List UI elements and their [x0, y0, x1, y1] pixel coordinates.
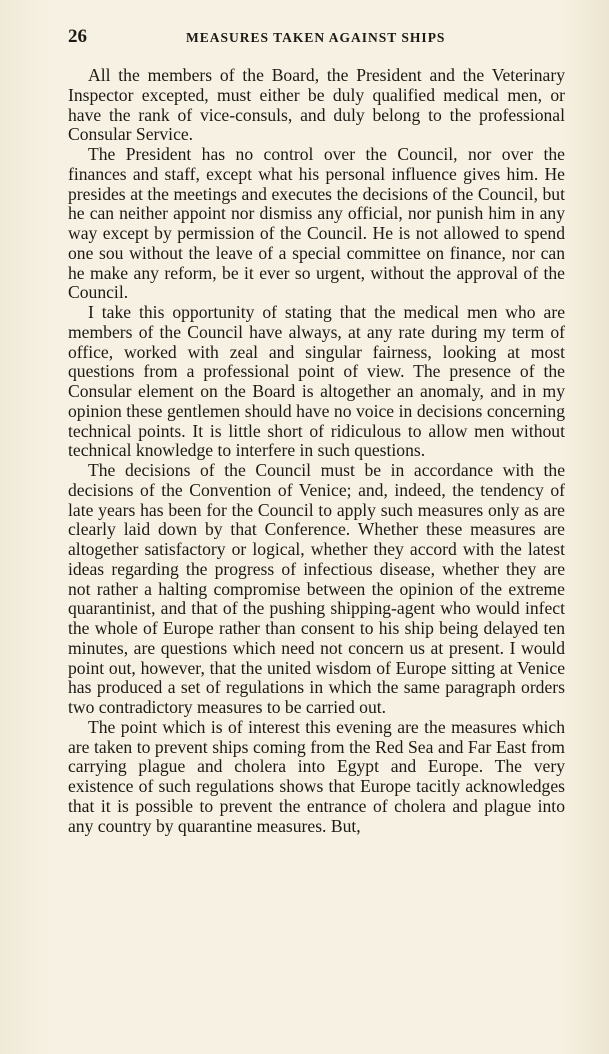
running-head [68, 26, 565, 50]
paragraph-measures-ships: The point which is of interest this evening are the measures which are taken to prevent ships coming from the Red Sea and Far East from carrying plague and cholera into Egypt and Europe. The very existence of such regulations shows that Europe tacitly acknowledges that it is possible to prevent the entrance of cholera and plague into any country by quarantine measures. But, [68, 716, 565, 836]
paragraph-president-control: The President has no control over the Council, nor over the finances and staff, except what his personal influence gives him. He presides at the meetings and executes the decisions of the Council, but he can neither appoint nor dismiss any official, nor punish him in any way except by permission of the Council. He is not allowed to spend one sou without the leave of a special committee on finance, nor can he make any reform, be it ever so urgent, without the approval of the Council. [68, 144, 565, 303]
body-text [68, 66, 565, 836]
running-title: MEASURES TAKEN AGAINST SHIPS [186, 30, 446, 45]
paragraph-medical-men: I take this opportunity of stating that the medical men who are members of the Council have always, at any rate during my term of office, worked with zeal and singular fairness, looking at most questions from a professional point of view. The presence of the Consular element on the Board is altogether an anomaly, and in my opinion these gentlemen should have no voice in decisions concerning technical points. It is little short of ridiculous to allow men without technical knowledge to interfere in such questions. [68, 302, 565, 461]
paragraph-convention-venice: The decisions of the Council must be in accordance with the decisions of the Convention of Venice; and, indeed, the tendency of late years has been for the Council to apply such measures only as are clearly laid down by that Conference. Whether these measures are altogether satisfactory or logical, whether they accord with the latest ideas regarding the progress of infectious disease, whether they are not rather a halting compromise between the opinion of the extreme quarantinist, and that of the pushing shipping-agent who would infect the whole of Europe rather than consent to his ship being delayed ten minutes, are questions which need not concern us at present. I would point out, however, that the united wisdom of Europe sitting at Venice has produced a set of regulations in which the same paragraph orders two contradictory measures to be carried out. [68, 460, 565, 717]
paragraph-board-members: All the members of the Board, the President and the Veterinary Inspector excepted, must either be duly qualified medical men, or have the rank of vice-consuls, and duly belong to the professional Consular Service. [68, 65, 565, 145]
page-number: 26 [68, 26, 87, 47]
